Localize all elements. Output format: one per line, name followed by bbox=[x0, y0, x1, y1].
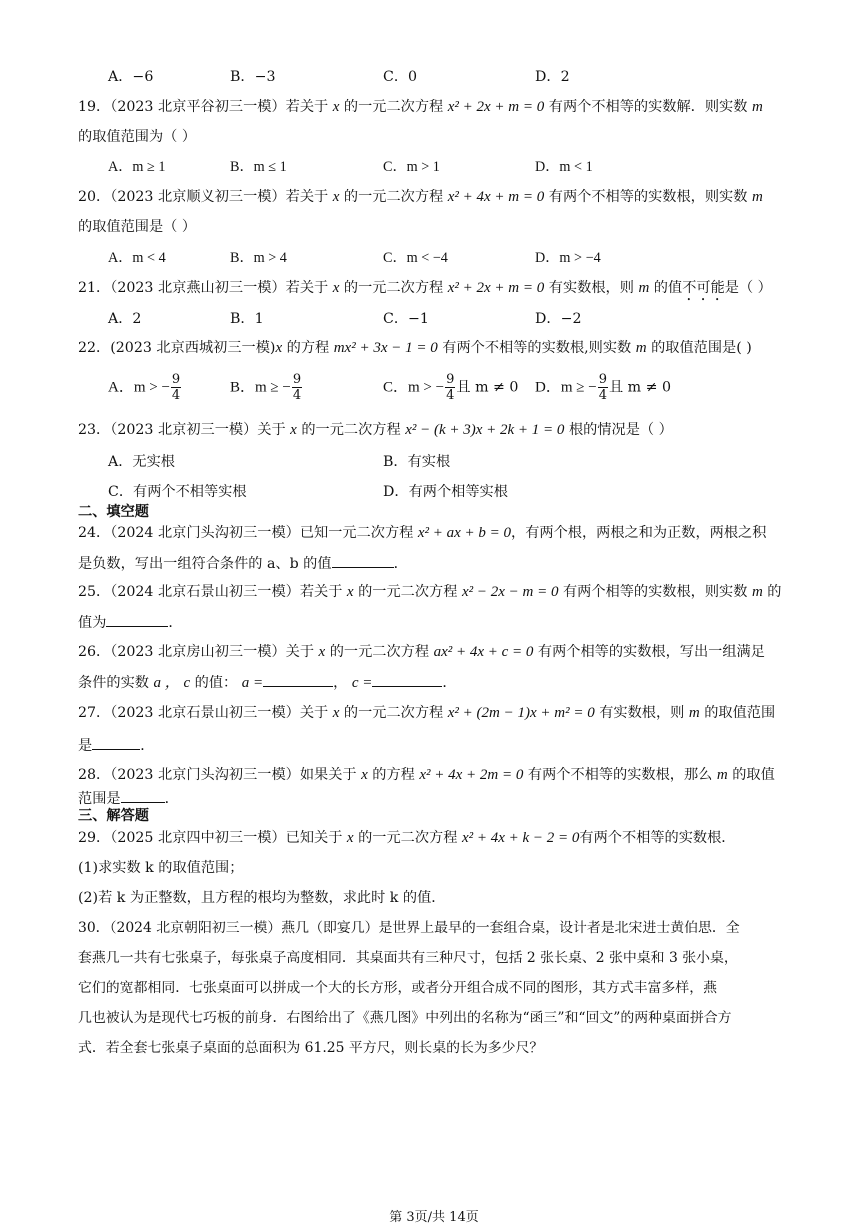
q28-line-1: 28．（2023 北京门头沟初三一模）如果关于 x 的方程 x² + 4x + 2m = 0 有两个不相等的实数根，那么 m 的取值 bbox=[78, 767, 775, 783]
q22-line-1: 22．(2023 北京西城初三一模)x 的方程 mx² + 3x − 1 = 0 有两个不相等的实数根,则实数 m 的取值范围是( ) bbox=[78, 340, 752, 356]
q22-option-d: D．m ≥ − $\frac{9}{4}$ 且 m ≠ 0 bbox=[535, 372, 672, 403]
answer-blank[interactable] bbox=[332, 553, 394, 568]
fraction: $\frac{9}{4}$ bbox=[446, 372, 455, 403]
q23-equation: x² − (k + 3)x + 2k + 1 = 0 bbox=[405, 422, 565, 438]
q19-equation: x² + 2x + m = 0 bbox=[447, 99, 545, 115]
page-footer: 第 3页/共 14页 bbox=[389, 1210, 479, 1225]
q20-option-d: D．m > −4 bbox=[535, 250, 601, 266]
q26-equation: ax² + 4x + c = 0 bbox=[433, 644, 534, 660]
q22-option-b: B．m ≥ − $\frac{9}{4}$ bbox=[230, 372, 302, 403]
q20-option-a: A．m < 4 bbox=[108, 250, 166, 266]
answer-blank[interactable] bbox=[92, 735, 140, 750]
q22-equation: mx² + 3x − 1 = 0 bbox=[333, 340, 438, 356]
q20-option-c: C．m < −4 bbox=[383, 250, 448, 266]
q25-equation: x² − 2x − m = 0 bbox=[461, 584, 559, 600]
q27-line-2: 是 ． bbox=[78, 735, 154, 756]
section-heading-solve: 三、解答题 bbox=[78, 808, 149, 824]
q25-line-2: 值为 ． bbox=[78, 612, 183, 633]
q20-line-1: 20．（2023 北京顺义初三一模）若关于 x 的一元二次方程 x² + 4x + m = 0 有两个不相等的实数根，则实数 m bbox=[78, 189, 763, 205]
q24-line-1: 24．（2024 北京门头沟初三一模）已知一元二次方程 x² + ax + b = 0，有两个根，两根之和为正数，两根之积 bbox=[78, 525, 767, 541]
q28-line-2: 范围是 ． bbox=[78, 788, 179, 809]
q24-line-2: 是负数，写出一组符合条件的 a、b 的值 ． bbox=[78, 553, 408, 574]
q19-option-d: D．m < 1 bbox=[535, 159, 593, 175]
q27-equation: x² + (2m − 1)x + m² = 0 bbox=[447, 705, 595, 721]
q19-option-a: A．m ≥ 1 bbox=[108, 159, 166, 175]
q23-line-1: 23．（2023 北京初三一模）关于 x 的一元二次方程 x² − (k + 3)x + 2k + 1 = 0 根的情况是（ ） bbox=[78, 422, 673, 438]
fraction: $\frac{9}{4}$ bbox=[598, 372, 607, 403]
answer-blank-a[interactable] bbox=[263, 672, 333, 687]
q21-option-b: B．1 bbox=[230, 311, 264, 327]
q25-line-1: 25．（2024 北京石景山初三一模）若关于 x 的一元二次方程 x² − 2x − m = 0 有两个相等的实数根，则实数 m 的 bbox=[78, 584, 782, 600]
q30-line-5: 式．若全套七张桌子桌面的总面积为 61.25 平方尺，则长桌的长为多少尺？ bbox=[78, 1040, 544, 1056]
q19-option-b: B．m ≤ 1 bbox=[230, 159, 287, 175]
q30-line-3: 它们的宽都相同．七张桌面可以拼成一个大的长方形，或者分开组合成不同的图形，其方式丰富多样，燕 bbox=[78, 980, 717, 996]
q18-option-b: B．−3 bbox=[230, 69, 276, 85]
q23-option-b: B．有实根 bbox=[383, 454, 451, 470]
q29-line-1: 29．（2025 北京四中初三一模）已知关于 x 的一元二次方程 x² + 4x + k − 2 = 0有两个不相等的实数根． bbox=[78, 830, 736, 846]
q27-line-1: 27．（2023 北京石景山初三一模）关于 x 的一元二次方程 x² + (2m − 1)x + m² = 0 有实数根，则 m 的取值范围 bbox=[78, 705, 776, 721]
emphasis-text: 不可能 bbox=[682, 280, 725, 296]
q18-option-a: A．−6 bbox=[108, 69, 154, 85]
q30-line-4: 几也被认为是现代七巧板的前身．右图给出了《燕几图》中列出的名称为“函三”和“回文”的两种桌面拼合方 bbox=[78, 1010, 732, 1026]
q20-equation: x² + 4x + m = 0 bbox=[447, 189, 545, 205]
answer-blank[interactable] bbox=[121, 788, 165, 803]
q26-line-2: 条件的实数 a ， c 的值： a = ， c = ． bbox=[78, 672, 457, 693]
q21-line-1: 21．（2023 北京燕山初三一模）若关于 x 的一元二次方程 x² + 2x + m = 0 有实数根，则 m 的值不可能是（ ） bbox=[78, 280, 772, 296]
section-heading-fill-in: 二、填空题 bbox=[78, 504, 149, 520]
q29-equation: x² + 4x + k − 2 = 0 bbox=[461, 830, 580, 846]
q30-line-2: 套燕几一共有七张桌子，每张桌子高度相同．其桌面共有三种尺寸，包括 2 张长桌、2 张中桌和 3 张小桌， bbox=[78, 950, 738, 966]
q22-option-a: A．m > − $\frac{9}{4}$ bbox=[108, 372, 181, 403]
q26-line-1: 26．（2023 北京房山初三一模）关于 x 的一元二次方程 ax² + 4x + c = 0 有两个相等的实数根，写出一组满足 bbox=[78, 644, 765, 660]
answer-blank[interactable] bbox=[106, 612, 168, 627]
q30-line-1: 30．（2024 北京朝阳初三一模）燕几（即宴几）是世界上最早的一套组合桌，设计者是北宋进士黄伯思．全 bbox=[78, 920, 740, 936]
q20-option-b: B．m > 4 bbox=[230, 250, 287, 266]
q19-option-c: C．m > 1 bbox=[383, 159, 440, 175]
q21-option-c: C．−1 bbox=[383, 311, 429, 327]
q21-option-d: D．−2 bbox=[535, 311, 582, 327]
q22-option-c: C．m > − $\frac{9}{4}$ 且 m ≠ 0 bbox=[383, 372, 519, 403]
q19-line-2: 的取值范围为（ ） bbox=[78, 129, 197, 145]
q24-equation: x² + ax + b = 0 bbox=[417, 525, 512, 541]
q23-option-c: C．有两个不相等实根 bbox=[108, 484, 247, 500]
q21-option-a: A．2 bbox=[108, 311, 142, 327]
q23-option-d: D．有两个相等实根 bbox=[383, 484, 508, 500]
fraction: $\frac{9}{4}$ bbox=[171, 372, 181, 403]
q28-equation: x² + 4x + 2m = 0 bbox=[419, 767, 524, 783]
q23-option-a: A．无实根 bbox=[108, 454, 175, 470]
answer-blank-c[interactable] bbox=[372, 672, 442, 687]
q19-line-1: 19．（2023 北京平谷初三一模）若关于 x 的一元二次方程 x² + 2x + m = 0 有两个不相等的实数解．则实数 m bbox=[78, 99, 763, 115]
q29-sub-1: (1)求实数 k 的取值范围； bbox=[78, 860, 244, 876]
fraction: $\frac{9}{4}$ bbox=[292, 372, 302, 403]
q20-line-2: 的取值范围是（ ） bbox=[78, 219, 197, 235]
q18-option-d: D．2 bbox=[535, 69, 570, 85]
q21-equation: x² + 2x + m = 0 bbox=[447, 280, 545, 296]
q29-sub-2: (2)若 k 为正整数，且方程的根均为整数，求此时 k 的值． bbox=[78, 890, 446, 906]
q18-option-c: C．0 bbox=[383, 69, 418, 85]
